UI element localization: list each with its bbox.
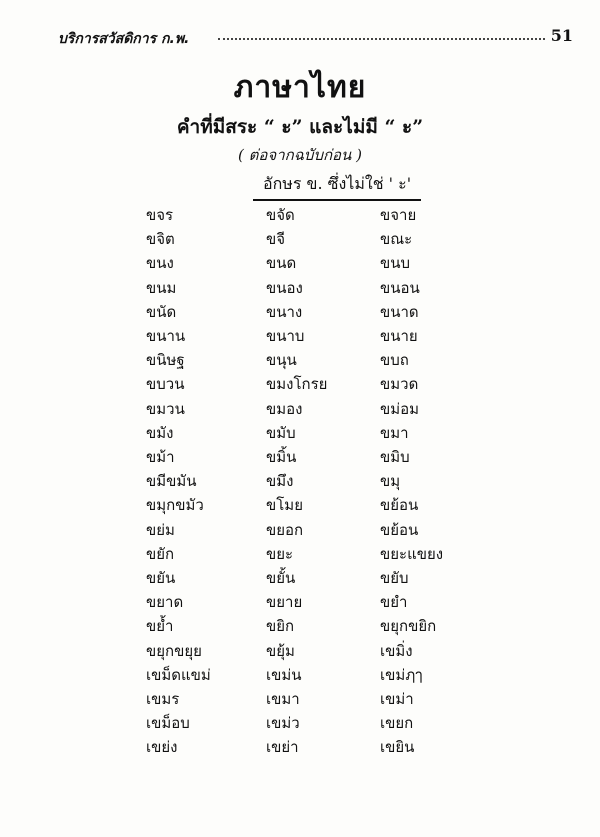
word-row [0, 203, 600, 227]
word-list [0, 203, 600, 763]
word-entry: ขยัน [146, 569, 176, 587]
word-entry: ขมึง [266, 472, 294, 491]
word-entry: ขยาด [146, 593, 184, 612]
word-entry: ขยุกขยิก [380, 617, 437, 636]
word-entry: เขย่ง [146, 738, 178, 757]
word-entry: ขยะแขยง [380, 544, 444, 563]
word-row [0, 421, 600, 445]
word-row [0, 687, 600, 711]
word-row [0, 639, 600, 663]
word-entry: เขม่ฦๅ [380, 665, 423, 684]
word-entry: เขมิ่ง [380, 641, 413, 660]
word-entry: ขนาง [266, 302, 303, 321]
word-row [0, 372, 600, 396]
word-row [0, 348, 600, 372]
word-row [0, 445, 600, 469]
word-entry: ขจาย [380, 206, 417, 224]
word-entry: ขมงโกรย [266, 375, 328, 394]
word-entry: ขมวน [146, 399, 185, 418]
word-entry: ขยับ [380, 569, 409, 587]
word-row [0, 566, 600, 590]
word-entry: ขย้อน [380, 496, 419, 515]
word-entry: ขมิบ [380, 448, 410, 466]
word-row [0, 300, 600, 324]
word-row [0, 469, 600, 493]
word-entry: ขยัก [146, 544, 175, 563]
word-entry: ขยุกขยุย [146, 641, 202, 660]
word-entry: ขยำ [380, 593, 408, 612]
word-entry: ขณะ [380, 230, 413, 249]
word-entry: ขนบ [380, 254, 411, 273]
word-entry: ขยั้น [266, 569, 296, 587]
word-entry: เขยก [380, 714, 414, 733]
word-row [0, 493, 600, 517]
word-entry: เขม่า [380, 690, 414, 708]
word-row [0, 251, 600, 275]
word-entry: ขย้ำ [146, 617, 174, 636]
word-entry: ขนด [266, 254, 297, 273]
word-entry: ขจร [146, 206, 174, 224]
word-entry: เขม่ว [266, 714, 300, 733]
word-entry: ขม่อม [380, 399, 420, 418]
word-entry: เขม็อบ [146, 714, 190, 733]
word-row [0, 542, 600, 566]
word-entry: ขมุกขมัว [146, 496, 204, 515]
word-entry: ขมุ [380, 472, 401, 491]
word-row [0, 518, 600, 542]
word-entry: ขย้อน [380, 520, 419, 539]
word-entry: ขจิต [146, 230, 175, 249]
word-entry: ขมอง [266, 399, 303, 418]
running-header [58, 24, 573, 46]
word-entry: เขย่า [266, 738, 299, 757]
word-entry: ขมับ [266, 423, 296, 442]
word-row [0, 324, 600, 348]
section-label: อักษร ข. ซึ่งไม่ใช่ ' ะ' [253, 172, 421, 201]
continued-note: ( ต่อจากฉบับก่อน ) [238, 146, 362, 164]
word-row [0, 276, 600, 300]
word-entry: ขยุ้ม [266, 641, 295, 660]
page-number: 51 [550, 26, 573, 45]
word-entry: ขยอก [266, 520, 304, 539]
lesson-title: คำที่มีสระ “ ะ” และไม่มี “ ะ” [176, 116, 424, 138]
word-entry: ขมวด [380, 375, 419, 394]
word-entry: ขยะ [266, 544, 294, 563]
word-entry: ขนง [146, 254, 174, 273]
word-entry: ขยาย [266, 593, 303, 612]
subject-title: ภาษาไทย [233, 70, 367, 105]
word-row [0, 397, 600, 421]
word-entry: เขมา [266, 690, 300, 708]
word-entry: ขนิษฐ [146, 351, 185, 370]
header-leader-dots [218, 38, 545, 40]
word-entry: ขนาด [380, 302, 419, 321]
word-row [0, 663, 600, 687]
word-entry: ขย่ม [146, 520, 175, 539]
word-entry: ขบวน [146, 375, 185, 394]
word-entry: ขบถ [380, 351, 409, 370]
word-row [0, 735, 600, 759]
header-title: บริการสวัสดิการ ก.พ. [58, 31, 190, 47]
word-entry: เขมร [146, 690, 180, 708]
word-entry: ขนุน [266, 351, 297, 370]
word-entry: ขยิก [266, 617, 295, 636]
word-entry: ขนาบ [266, 327, 305, 345]
word-entry: ขนม [146, 278, 177, 297]
word-entry: ขนัด [146, 302, 177, 321]
word-entry: เขยิน [380, 738, 415, 757]
word-row [0, 227, 600, 251]
word-entry: ขจี [266, 230, 286, 249]
word-row [0, 711, 600, 735]
word-entry: เขม่น [266, 665, 302, 684]
word-row [0, 590, 600, 614]
word-entry: ขโมย [266, 496, 303, 515]
word-entry: ขม้า [146, 448, 175, 466]
word-entry: ขมีขมัน [146, 472, 197, 491]
word-row [0, 614, 600, 638]
word-entry: ขนาย [380, 327, 418, 345]
word-entry: ขนอง [266, 278, 303, 297]
word-entry: ขมิ้น [266, 448, 297, 466]
word-entry: ขมัง [146, 423, 174, 442]
word-entry: ขจัด [266, 206, 295, 224]
word-entry: ขมา [380, 423, 409, 442]
word-entry: ขนาน [146, 327, 186, 345]
word-entry: ขนอน [380, 278, 420, 297]
word-entry: เขม็ดแขม่ [146, 665, 211, 684]
